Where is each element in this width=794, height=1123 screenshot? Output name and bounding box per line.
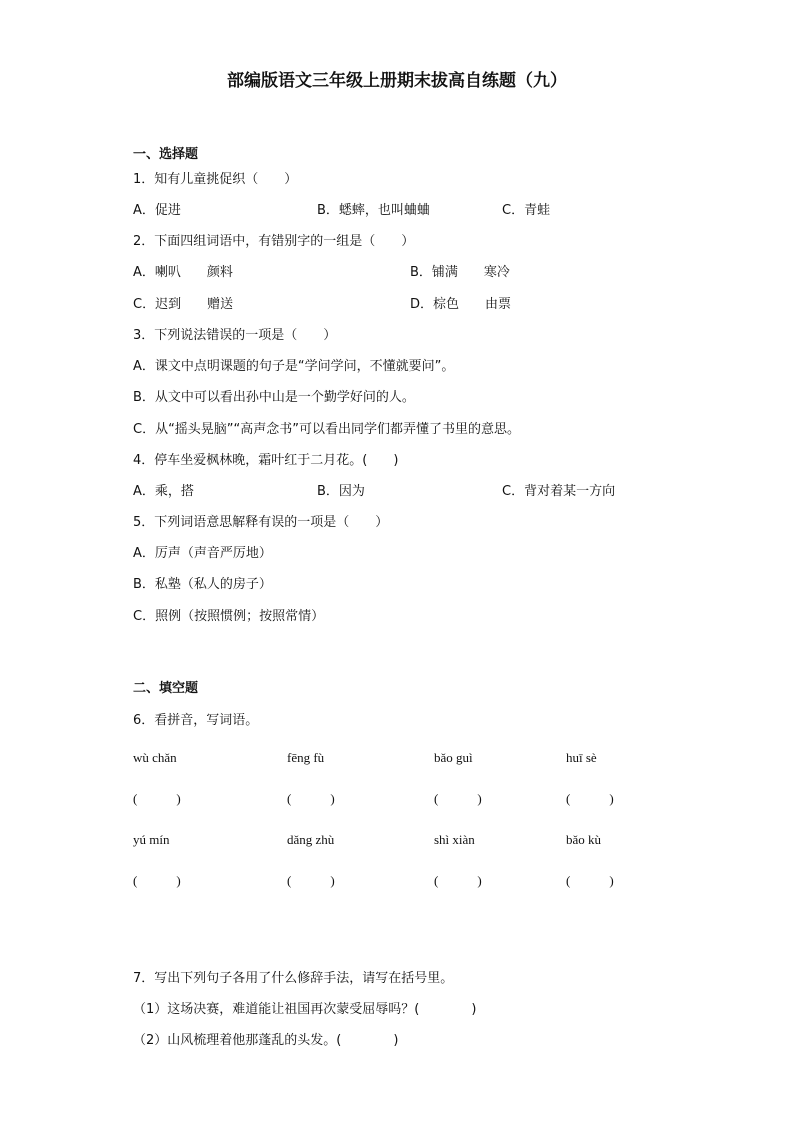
question-1-option-b[interactable]: B．蟋蟀，也叫蛐蛐 [317, 203, 430, 218]
question-2-option-a[interactable]: A．喇叭 颜料 [133, 265, 233, 280]
answer-blank-4[interactable]: ( ) [566, 791, 614, 806]
question-7-sentence-1[interactable]: （1）这场决赛，难道能让祖国再次蒙受屈辱吗？( ) [133, 1002, 477, 1017]
section-heading-fill: 二、填空题 [133, 681, 199, 696]
pinyin-3: bǎo guì [434, 750, 473, 765]
question-1-option-c[interactable]: C．青蛙 [502, 203, 551, 218]
section-heading-choice: 一、选择题 [133, 147, 199, 162]
question-4-option-c[interactable]: C．背对着某一方向 [502, 484, 616, 499]
question-2-option-d[interactable]: D．棕色 由票 [410, 297, 512, 312]
answer-blank-3[interactable]: ( ) [434, 791, 482, 806]
question-5-option-c[interactable]: C．照例（按照惯例；按照常情） [133, 609, 325, 624]
question-6-stem: 6．看拼音，写词语。 [133, 713, 259, 728]
question-5-stem: 5．下列词语意思解释有误的一项是（ ） [133, 515, 389, 530]
question-3-option-c[interactable]: C．从“摇头晃脑”“高声念书”可以看出同学们都弄懂了书里的意思。 [133, 422, 521, 437]
answer-blank-7[interactable]: ( ) [434, 873, 482, 888]
pinyin-5: yú mín [133, 832, 170, 847]
pinyin-7: shì xiàn [434, 832, 475, 847]
question-5-option-a[interactable]: A．厉声（声音严厉地） [133, 546, 272, 561]
pinyin-8: bǎo kù [566, 832, 602, 847]
pinyin-6: dǎng zhù [287, 832, 335, 847]
question-7-stem: 7．写出下列句子各用了什么修辞手法，请写在括号里。 [133, 971, 454, 986]
answer-blank-8[interactable]: ( ) [566, 873, 614, 888]
answer-blank-6[interactable]: ( ) [287, 873, 335, 888]
question-5-option-b[interactable]: B．私塾（私人的房子） [133, 577, 272, 592]
question-4-option-a[interactable]: A．乘，搭 [133, 484, 194, 499]
question-4-stem: 4．停车坐爱枫林晚，霜叶红于二月花。( ) [133, 453, 399, 468]
page-title: 部编版语文三年级上册期末拔高自练题（九） [227, 71, 567, 91]
question-3-option-b[interactable]: B．从文中可以看出孙中山是一个勤学好问的人。 [133, 390, 415, 405]
question-2-stem: 2．下面四组词语中，有错别字的一组是（ ） [133, 234, 415, 249]
answer-blank-1[interactable]: ( ) [133, 791, 181, 806]
question-1-option-a[interactable]: A．促进 [133, 203, 181, 218]
question-2-option-b[interactable]: B．铺满 寒冷 [410, 265, 510, 280]
pinyin-4: huī sè [566, 750, 597, 765]
question-4-option-b[interactable]: B．因为 [317, 484, 365, 499]
question-1-stem: 1．知有儿童挑促织（ ） [133, 172, 298, 187]
pinyin-1: wù chǎn [133, 750, 177, 765]
question-7-sentence-2[interactable]: （2）山风梳理着他那蓬乱的头发。( ) [133, 1033, 399, 1048]
answer-blank-5[interactable]: ( ) [133, 873, 181, 888]
question-3-stem: 3．下列说法错误的一项是（ ） [133, 328, 337, 343]
question-3-option-a[interactable]: A．课文中点明课题的句子是“学问学问，不懂就要问”。 [133, 359, 455, 374]
answer-blank-2[interactable]: ( ) [287, 791, 335, 806]
question-2-option-c[interactable]: C．迟到 赠送 [133, 297, 234, 312]
pinyin-2: fēng fù [287, 750, 325, 765]
